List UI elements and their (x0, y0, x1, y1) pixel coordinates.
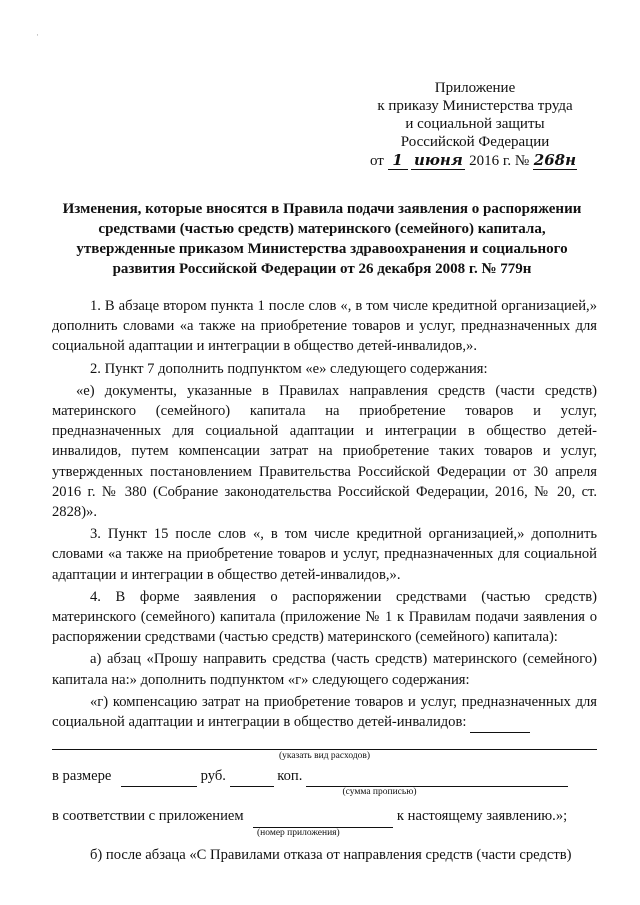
rub-blank (121, 766, 197, 787)
annex-line (52, 806, 597, 827)
order-date-line (350, 151, 600, 170)
appendix-line: и социальной защиты (405, 116, 545, 132)
date-prefix: от (370, 153, 384, 169)
to-statement-label: к настоящему заявлению.»; (396, 808, 568, 825)
date-year: 2016 г. № (469, 153, 530, 169)
appendix-header (350, 79, 600, 170)
paragraph-4: 3. Пункт 15 после слов «, в том числе кредитной организацией,» дополнить словами «а также на приобретение товаров и услуг, предназначенных для социальной адаптации и интеграции в общество детей-инвалидов,». (52, 526, 597, 583)
paragraph-5: 4. В форме заявления о распоряжении средствами (частью средств) материнского (семейного) капитала (приложение № 1 к Правилам подачи заявления о распоряжении средствами (частью средств) материнского (семейного) капитала): (52, 588, 597, 646)
amount-words-blank (306, 766, 568, 787)
caption-words: (сумма прописью) (342, 787, 417, 798)
handwritten-day: 1 (388, 151, 408, 170)
document-title: Изменения, которые вносятся в Правила подачи заявления о распоряжении средствами (частью средств) материнского (семейного) капитала, утвержденные приказом Министерства здравоохранения и социального развития Российской Федерации от 26 декабря 2008 г. № 779н (62, 201, 582, 277)
paragraph-8: б) после абзаца «С Правилами отказа от направления средств (части средств) (90, 846, 572, 863)
paragraph-1: 1. В абзаце втором пункта 1 после слов «, в том числе кредитной организацией,» дополнить словами «а также на приобретение товаров и услуг, предназначенных для социальной адаптации и интеграции в общество детей-инвалидов,». (52, 298, 597, 355)
appendix-line: Приложение (434, 80, 516, 96)
handwritten-month: июня (411, 151, 465, 170)
handwritten-order-number: 268н (533, 151, 577, 169)
caption-expense: (указать вид расходов) (278, 751, 371, 762)
expense-blank (52, 749, 597, 750)
caption-annex: (номер приложения) (257, 827, 340, 838)
expense-line (52, 737, 597, 751)
paragraph-3: «е) документы, указанные в Правилах направления средств (части средств) материнского (семейного) капитала на приобретение товаров и услуг, предназначенных для социальной адаптации и интеграции в общество детей-инвалидов, путем компенсации затрат на приобретение таких товаров и услуг, утвержденных постановлением Правительства Российской Федерации от 30 апреля 2016 г. № 380 (Собрание законодательства Российской Федерации, 2016, № 20, ст. 2828)». (52, 382, 597, 521)
expense-blank-tail (470, 712, 530, 733)
appendix-line: Российской Федерации (400, 134, 550, 150)
kop-blank (230, 766, 274, 787)
paragraph-6: а) абзац «Прошу направить средства (часть средств) материнского (семейного) капитала на:» дополнить подпунктом «г» следующего содержания: (52, 651, 597, 688)
kop-label: коп. (277, 768, 303, 785)
appendix-line: к приказу Министерства труда (377, 98, 573, 114)
amount-label: в размере (52, 768, 112, 785)
rub-label: руб. (200, 768, 226, 785)
amount-line (52, 766, 597, 787)
paragraph-2: 2. Пункт 7 дополнить подпунктом «е» следующего содержания: (90, 360, 488, 377)
accordance-label: в соответствии с приложением (52, 808, 244, 825)
scan-mark: · (36, 30, 39, 40)
paragraph-7-text: «г) компенсацию затрат на приобретение товаров и услуг, предназначенных для социальной адаптации и интеграции в общество детей-инвалидов: (52, 693, 597, 731)
annex-number-blank (253, 806, 393, 827)
document-body (52, 296, 597, 865)
paragraph-7 (52, 692, 597, 733)
